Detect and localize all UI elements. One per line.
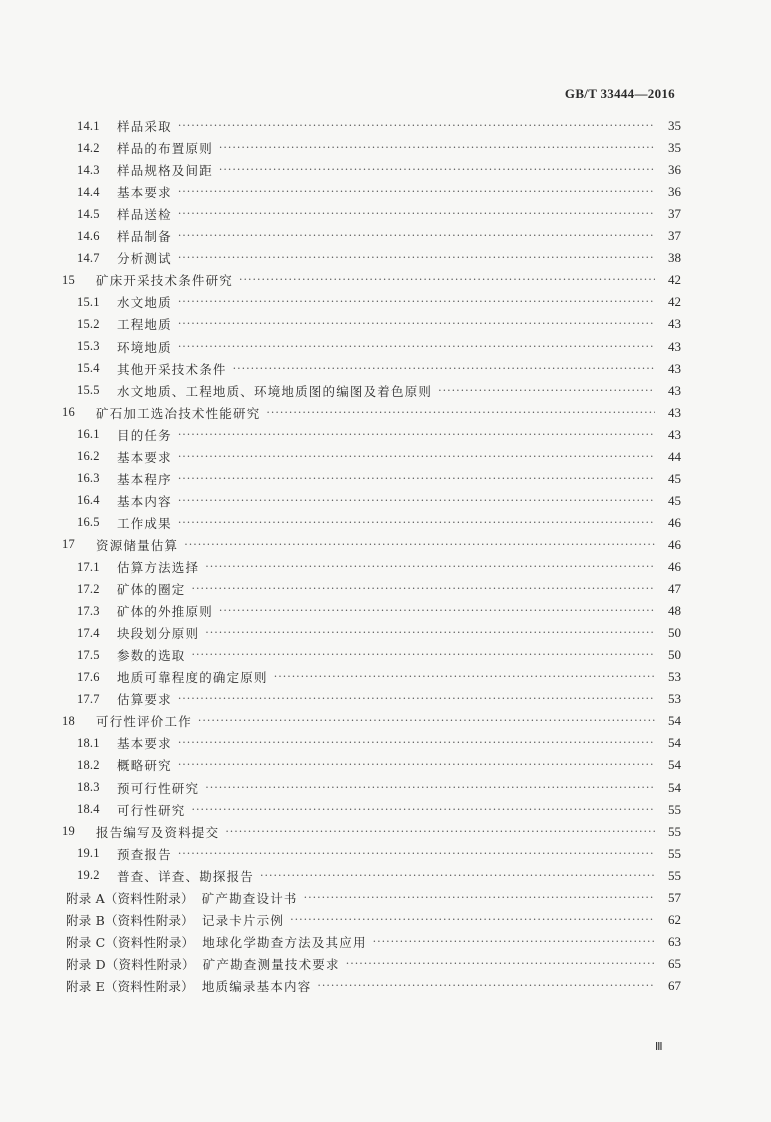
toc-entry-number: 14.2 (77, 140, 100, 155)
toc-entry-title: 工程地质 (117, 317, 172, 333)
toc-entry-page: 43 (668, 404, 681, 420)
toc-leader-dots (438, 383, 655, 399)
toc-entry-title: 样品送检 (117, 207, 172, 223)
toc-entry-page: 65 (668, 955, 681, 971)
toc-entry-number: 18 (62, 713, 75, 728)
toc-entry-title: 地质可靠程度的确定原则 (117, 670, 268, 686)
toc-entry-page: 35 (668, 118, 681, 133)
toc-leader-dots (192, 647, 655, 663)
toc-entry-number: 14.4 (77, 184, 100, 199)
toc-leader-dots (373, 934, 655, 950)
toc-entry-number: 18.3 (77, 780, 100, 794)
toc-entry-page: 43 (668, 426, 681, 442)
toc-entry-title: 矿产勘查设计书 (201, 890, 298, 906)
toc-entry-number: 19 (62, 824, 75, 839)
toc-leader-dots (192, 581, 655, 597)
toc-entry[interactable] (77, 667, 681, 687)
toc-entry[interactable] (77, 623, 681, 643)
toc-entry-page: 46 (668, 514, 681, 530)
toc-entry-page: 47 (668, 581, 681, 597)
toc-entry-number: 14.5 (77, 206, 100, 221)
toc-entry-title: 估算方法选择 (117, 560, 200, 575)
toc-entry-number: 18.2 (77, 757, 100, 772)
toc-entry[interactable] (77, 557, 681, 577)
toc-entry[interactable] (77, 182, 681, 202)
toc-leader-dots (178, 206, 655, 222)
toc-entry[interactable] (77, 844, 681, 864)
toc-entry[interactable] (62, 535, 681, 555)
toc-leader-dots (198, 713, 655, 729)
toc-entry-page: 38 (668, 250, 681, 266)
toc-entry-number: 17.5 (77, 647, 100, 662)
toc-entry[interactable] (66, 910, 681, 930)
toc-entry-page: 55 (668, 867, 681, 883)
toc-entry[interactable] (77, 866, 681, 886)
toc-entry[interactable] (77, 425, 681, 445)
toc-entry[interactable] (77, 778, 681, 798)
toc-entry-title: 参数的选取 (117, 648, 186, 664)
toc-entry-title: 记录卡片示例 (201, 912, 285, 928)
toc-entry-page: 35 (668, 140, 681, 156)
toc-entry-title: 基本程序 (117, 471, 172, 487)
toc-leader-dots (239, 272, 655, 288)
toc-entry-page: 54 (668, 713, 681, 729)
toc-leader-dots (260, 868, 655, 884)
toc-entry-page: 55 (668, 845, 681, 861)
toc-entry-number: 14.1 (77, 118, 100, 133)
toc-entry[interactable] (62, 403, 681, 423)
toc-entry-page: 43 (668, 360, 681, 376)
standard-code: GB/T 33444—2016 (564, 86, 675, 101)
toc-entry-page: 54 (668, 779, 681, 795)
toc-leader-dots (178, 846, 655, 862)
toc-entry-page: 50 (668, 625, 681, 641)
toc-entry[interactable] (77, 447, 681, 467)
toc-entry-page: 43 (668, 382, 681, 398)
toc-entry[interactable] (77, 292, 681, 312)
toc-entry-page: 45 (668, 470, 681, 486)
toc-entry[interactable] (77, 226, 681, 246)
toc-entry-number: 17.6 (77, 669, 100, 684)
toc-entry-page: 67 (668, 977, 681, 993)
toc-leader-dots (178, 493, 655, 509)
toc-entry[interactable] (77, 204, 681, 224)
toc-leader-dots (178, 757, 655, 773)
toc-leader-dots (205, 780, 655, 796)
toc-entry-title: 地球化学勘查方法及其应用 (202, 934, 367, 950)
toc-entry[interactable] (77, 689, 681, 709)
toc-entry-number: 附录 A（资料性附录） (66, 890, 194, 906)
toc-entry-number: 附录 D（资料性附录） (66, 956, 195, 972)
toc-entry-title: 矿床开采技术条件研究 (96, 273, 234, 289)
toc-entry-page: 36 (668, 184, 681, 200)
toc-entry-number: 15.3 (77, 339, 100, 353)
toc-entry[interactable] (66, 888, 681, 908)
toc-entry-title: 基本要求 (117, 449, 172, 465)
toc-leader-dots (184, 537, 655, 553)
toc-leader-dots (178, 471, 655, 487)
toc-entry-page: 54 (668, 735, 681, 751)
toc-entry-title: 样品的布置原则 (117, 141, 213, 157)
toc-entry-number: 17 (62, 537, 75, 552)
toc-leader-dots (219, 603, 655, 619)
toc-entry[interactable] (77, 733, 681, 753)
toc-entry-title: 工作成果 (117, 515, 172, 531)
toc-entry[interactable] (77, 160, 681, 180)
toc-entry-number: 附录 C（资料性附录） (66, 934, 195, 950)
toc-entry-title: 报告编写及资料提交 (96, 824, 220, 840)
toc-entry-title: 矿体的外推原则 (117, 604, 213, 620)
toc-entry-number: 17.3 (77, 603, 100, 618)
toc-entry-title: 块段划分原则 (117, 626, 200, 642)
toc-entry-title: 矿体的圈定 (117, 582, 186, 598)
toc-entry[interactable] (77, 513, 681, 533)
toc-entry-title: 资源储量估算 (96, 537, 179, 553)
toc-entry-page: 62 (668, 911, 681, 927)
toc-leader-dots (274, 669, 655, 685)
toc-entry-page: 50 (668, 647, 681, 663)
toc-leader-dots (178, 118, 655, 134)
toc-entry-number: 16.3 (77, 471, 100, 486)
toc-leader-dots (178, 316, 655, 332)
toc-leader-dots (178, 294, 655, 310)
toc-leader-dots (225, 824, 655, 840)
toc-entry-title: 分析测试 (117, 251, 172, 267)
toc-entry[interactable] (62, 711, 681, 731)
toc-entry-title: 预查报告 (117, 846, 172, 862)
toc-entry[interactable] (66, 932, 681, 952)
toc-leader-dots (346, 956, 655, 972)
toc-entry-number: 15.2 (77, 316, 100, 331)
toc-entry-page: 42 (668, 272, 681, 288)
toc-entry-number: 14.6 (77, 228, 100, 243)
toc-entry-title: 预可行性研究 (117, 780, 200, 796)
toc-entry-number: 15.4 (77, 361, 100, 376)
toc-leader-dots (178, 184, 655, 200)
toc-entry[interactable] (77, 601, 681, 621)
toc-entry-page: 45 (668, 492, 681, 508)
toc-entry-page: 54 (668, 757, 681, 773)
toc-leader-dots (205, 559, 655, 575)
toc-entry-page: 42 (668, 294, 681, 310)
toc-entry-title: 基本要求 (117, 736, 172, 752)
toc-entry[interactable] (77, 248, 681, 268)
toc-leader-dots (266, 405, 655, 421)
toc-entry-page: 48 (668, 603, 681, 619)
toc-entry-number: 16.5 (77, 515, 100, 530)
toc-leader-dots (178, 228, 655, 244)
toc-entry-page: 46 (668, 559, 681, 574)
toc-entry[interactable] (77, 491, 681, 511)
toc-entry[interactable] (77, 755, 681, 775)
toc-entry-number: 19.1 (77, 846, 100, 861)
toc-entry-number: 14.7 (77, 250, 100, 265)
toc-entry[interactable] (66, 976, 681, 996)
toc-entry-number: 16.4 (77, 493, 100, 508)
toc-entry-title: 其他开采技术条件 (117, 361, 227, 377)
toc-entry[interactable] (77, 800, 681, 820)
toc-entry[interactable] (77, 645, 681, 665)
toc-entry-title: 水文地质、工程地质、环境地质图的编图及着色原则 (117, 383, 433, 399)
toc-entry-page: 44 (668, 448, 681, 464)
toc-entry-title: 矿石加工选冶技术性能研究 (96, 405, 261, 421)
toc-entry-page: 53 (668, 691, 681, 707)
toc-entry-page: 55 (668, 823, 681, 839)
toc-entry-page: 53 (668, 669, 681, 685)
toc-entry-number: 15.1 (77, 294, 100, 309)
toc-entry-number: 15 (62, 272, 75, 287)
toc-entry[interactable] (77, 359, 681, 379)
toc-entry-page: 63 (668, 933, 681, 949)
toc-entry-title: 基本要求 (117, 185, 172, 201)
toc-entry-number: 17.1 (77, 559, 100, 574)
toc-entry-title: 矿产勘查测量技术要求 (202, 956, 340, 972)
toc-entry-page: 37 (668, 228, 681, 244)
toc-leader-dots (219, 162, 655, 178)
toc-leader-dots (205, 625, 655, 641)
toc-entry-number: 17.2 (77, 581, 100, 596)
toc-leader-dots (178, 449, 655, 465)
toc-entry-title: 概略研究 (117, 758, 172, 774)
toc-entry-title: 基本内容 (117, 493, 172, 509)
toc-entry-number: 附录 B（资料性附录） (66, 912, 194, 928)
toc-leader-dots (233, 361, 655, 377)
toc-entry-number: 18.4 (77, 802, 100, 817)
toc-entry-title: 环境地质 (117, 339, 172, 355)
toc-entry-page: 46 (668, 536, 681, 552)
toc-entry-number: 16.2 (77, 449, 100, 464)
toc-entry-title: 地质编录基本内容 (201, 978, 312, 994)
toc-entry-title: 估算要求 (117, 692, 172, 708)
toc-entry-page: 43 (668, 316, 681, 332)
toc-entry-number: 19.2 (77, 868, 100, 883)
toc-entry-title: 普查、详查、勘探报告 (117, 868, 255, 884)
toc-entry[interactable] (77, 579, 681, 599)
toc-entry-number: 14.3 (77, 162, 100, 177)
toc-entry-title: 样品规格及间距 (117, 163, 213, 179)
toc-leader-dots (178, 691, 655, 707)
toc-entry-number: 18.1 (77, 735, 100, 750)
toc-entry-title: 样品采取 (117, 119, 172, 134)
toc-leader-dots (304, 890, 655, 906)
toc-entry[interactable] (77, 469, 681, 489)
toc-entry[interactable] (77, 138, 681, 158)
toc-leader-dots (178, 427, 655, 443)
toc-entry[interactable] (77, 314, 681, 334)
toc-leader-dots (192, 802, 655, 818)
toc-entry-number: 17.4 (77, 625, 100, 640)
toc-entry-page: 57 (668, 889, 681, 905)
toc-leader-dots (178, 735, 655, 751)
toc-entry-number: 16.1 (77, 427, 100, 442)
toc-leader-dots (178, 250, 655, 266)
toc-entry[interactable] (77, 381, 681, 401)
toc-leader-dots (178, 515, 655, 531)
toc-entry-page: 55 (668, 801, 681, 817)
toc-entry-number: 附录 E（资料性附录） (66, 978, 194, 994)
toc-leader-dots (178, 339, 655, 355)
toc-entry[interactable] (77, 116, 681, 136)
toc-entry-title: 水文地质 (117, 295, 172, 311)
toc-entry-page: 37 (668, 206, 681, 222)
toc-entry-title: 可行性评价工作 (96, 714, 192, 730)
toc-leader-dots (317, 978, 655, 994)
toc-entry-page: 43 (668, 338, 681, 354)
toc-entry-page: 36 (668, 162, 681, 178)
toc-entry-title: 样品制备 (117, 229, 172, 245)
toc-entry[interactable] (66, 954, 681, 974)
toc-entry-title: 目的任务 (117, 427, 172, 443)
toc-entry[interactable] (62, 822, 681, 842)
toc-entry[interactable] (62, 270, 681, 290)
toc-entry-number: 15.5 (77, 383, 100, 398)
toc-entry[interactable] (77, 337, 681, 357)
toc-entry-number: 17.7 (77, 691, 100, 706)
toc-entry-number: 16 (62, 405, 75, 420)
toc-leader-dots (290, 912, 655, 928)
toc-leader-dots (219, 140, 655, 156)
page-number: Ⅲ (655, 1041, 663, 1053)
toc-entry-title: 可行性研究 (117, 802, 186, 818)
